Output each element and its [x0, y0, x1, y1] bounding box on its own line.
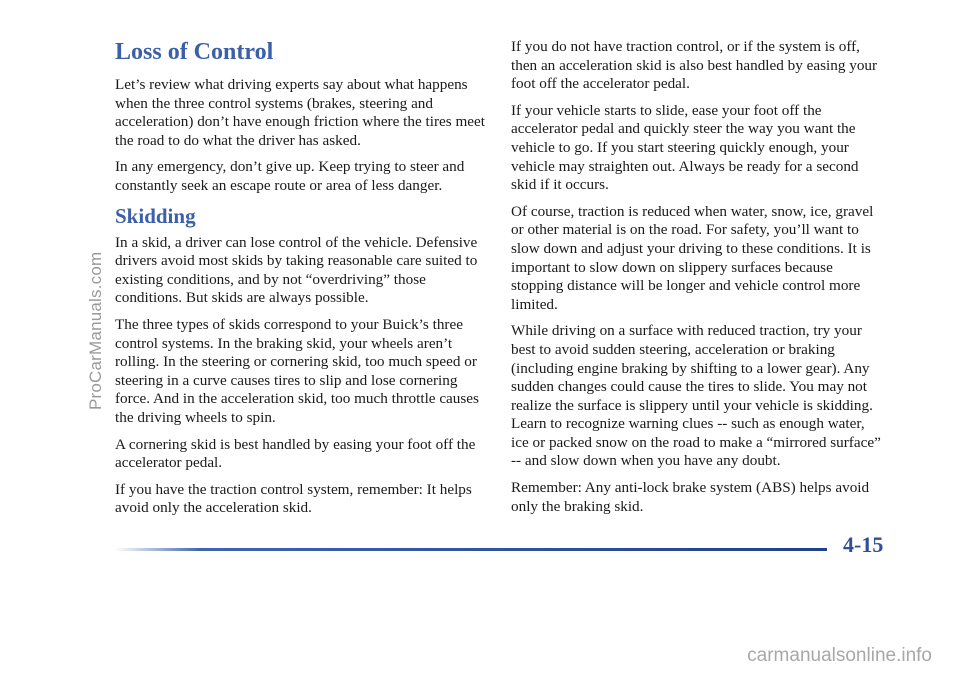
paragraph: If you do not have traction control, or if the system is off, then an acceleration skid is also best handled by easing your foot off the accelerator pedal.	[511, 38, 878, 93]
paragraph: In a skid, a driver can lose control of the vehicle. Defensive drivers avoid most skids by taking reasonable care suited to existing conditions, and by not “overdriving” those conditions. But skids are always possible.	[115, 233, 478, 307]
paragraph: A cornering skid is best handled by easing your foot off the accelerator pedal.	[115, 435, 476, 472]
side-watermark: ProCarManuals.com	[86, 251, 105, 410]
paragraph: Of course, traction is reduced when water, snow, ice, gravel or other material is on the road. For safety, you’ll want to slow down and adjust your driving to these conditions. It is important to slow down on slippery surfaces because stopping distance will be longer and vehicle control more limited.	[511, 202, 874, 313]
subsection-title: Skidding	[115, 203, 196, 228]
section-title: Loss of Control	[115, 39, 274, 65]
bottom-watermark: carmanualsonline.info	[747, 645, 932, 666]
paragraph: The three types of skids correspond to your Buick’s three control systems. In the braking skid, your wheels aren’t rolling. In the steering or cornering skid, too much speed or steering in a curve causes tires to slip and lose cornering force. And in the acceleration skid, too much throttle causes the driving wheels to spin.	[115, 315, 479, 426]
paragraph: While driving on a surface with reduced traction, try your best to avoid sudden steering, acceleration or braking (including engine braking by shifting to a lower gear). Any sudden changes could cause the tires to slide. You may not realize the surface is slippery until your vehicle is skidding. Learn to recognize warning clues -- such as enough water, ice or packed snow on the road to make a “mirrored surface” -- and slow down when you have any doubt.	[511, 322, 881, 470]
paragraph: If you have the traction control system, remember: It helps avoid only the acceleration skid.	[115, 480, 472, 517]
footer-rule	[115, 548, 827, 551]
paragraph: In any emergency, don’t give up. Keep trying to steer and constantly seek an escape route or area of less danger.	[115, 158, 465, 194]
paragraph: Remember: Any anti-lock brake system (ABS) helps avoid only the braking skid.	[511, 479, 870, 515]
paragraph: Let’s review what driving experts say about what happens when the three control systems (brakes, steering and acceleration) don’t have enough friction where the tires meet the road to do what the driver has asked.	[115, 76, 485, 149]
page-number: 4-15	[843, 532, 884, 557]
paragraph: If your vehicle starts to slide, ease your foot off the accelerator pedal and quickly steer the way you want the vehicle to go. If you start steering quickly enough, your vehicle may straighten out. Always be ready for a second skid if it occurs.	[511, 101, 859, 194]
right-column	[511, 38, 886, 524]
left-column	[115, 38, 485, 526]
